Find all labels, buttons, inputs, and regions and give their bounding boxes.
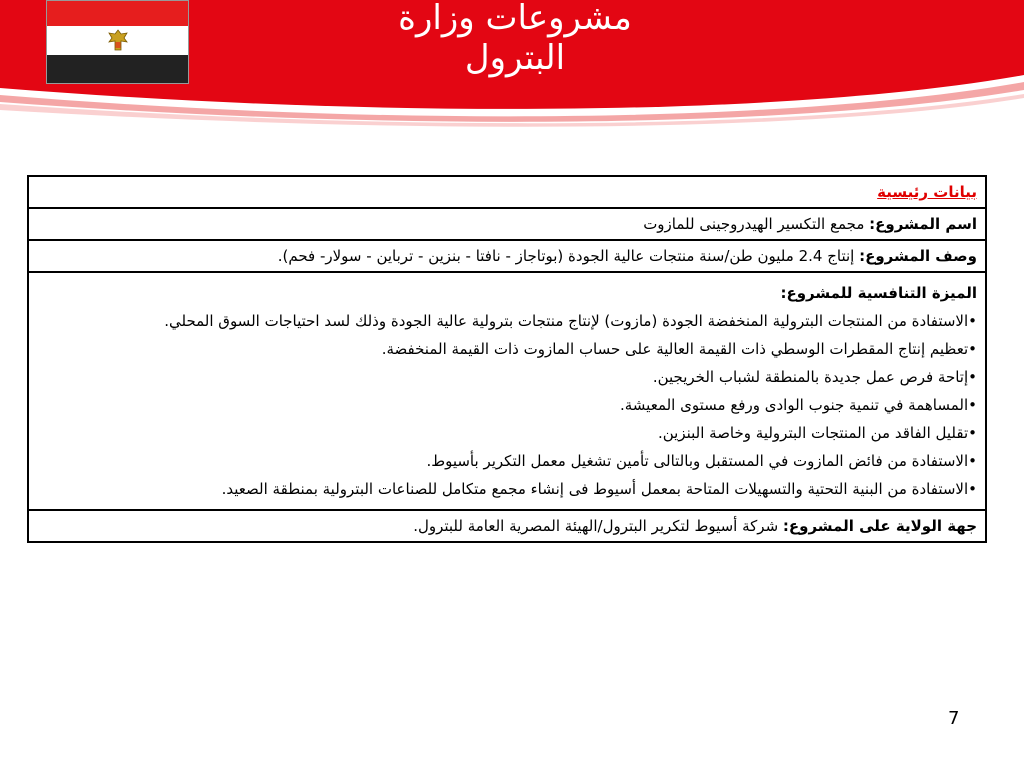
project-desc-label: وصف المشروع: <box>859 247 977 265</box>
project-name-cell <box>28 208 986 240</box>
authority-cell <box>28 510 986 542</box>
advantage-item: •الاستفادة من فائض المازوت في المستقبل وبالتالى تأمين تشغيل معمل التكرير بأسيوط. <box>426 452 977 470</box>
advantage-item: •المساهمة في تنمية جنوب الوادى ورفع مستوى المعيشة. <box>619 396 977 414</box>
page-title-text: مشروعات وزارة البترول <box>398 0 632 78</box>
advantages-cell <box>28 272 986 510</box>
authority-value: شركة أسيوط لتكرير البترول/الهيئة المصرية العامة للبترول. <box>413 517 783 535</box>
advantage-item: •الاستفادة من المنتجات البترولية المنخفضة الجودة (مازوت) لإنتاج منتجات بترولية عالية الجودة وذلك لسد احتياجات السوق المحلي. <box>164 312 977 330</box>
advantage-item: •الاستفادة من البنية التحتية والتسهيلات المتاحة بمعمل أسيوط فى إنشاء مجمع متكامل للصناعات البترولية بمنطقة الصعيد. <box>221 480 977 498</box>
project-table <box>27 175 987 543</box>
project-name-label: اسم المشروع: <box>869 215 977 233</box>
project-desc-cell <box>28 240 986 272</box>
table-row <box>28 510 986 542</box>
advantage-item: •إتاحة فرص عمل جديدة بالمنطقة لشباب الخريجين. <box>652 368 977 386</box>
table-row <box>28 240 986 272</box>
project-name-value: مجمع التكسير الهيدروجينى للمازوت <box>643 215 870 233</box>
table-row <box>28 272 986 510</box>
advantages-label: الميزة التنافسية للمشروع: <box>780 284 977 302</box>
table-row <box>28 208 986 240</box>
advantage-item: •تقليل الفاقد من المنتجات البترولية وخاصة البنزين. <box>657 424 977 442</box>
page-number: 7 <box>948 708 960 729</box>
section-title-cell <box>28 176 986 208</box>
section-title: بيانات رئيسية <box>877 183 977 201</box>
advantage-item: •تعظيم إنتاج المقطرات الوسطي ذات القيمة العالية على حساب المازوت ذات القيمة المنخفضة. <box>381 340 977 358</box>
page-title <box>0 0 1024 78</box>
table-row <box>28 176 986 208</box>
project-desc-value: إنتاج 2.4 مليون طن/سنة منتجات عالية الجودة (بوتاجاز - نافتا - بنزين - ترباين - سولار- فحم). <box>277 247 860 265</box>
authority-label: جهة الولاية على المشروع: <box>782 517 977 535</box>
